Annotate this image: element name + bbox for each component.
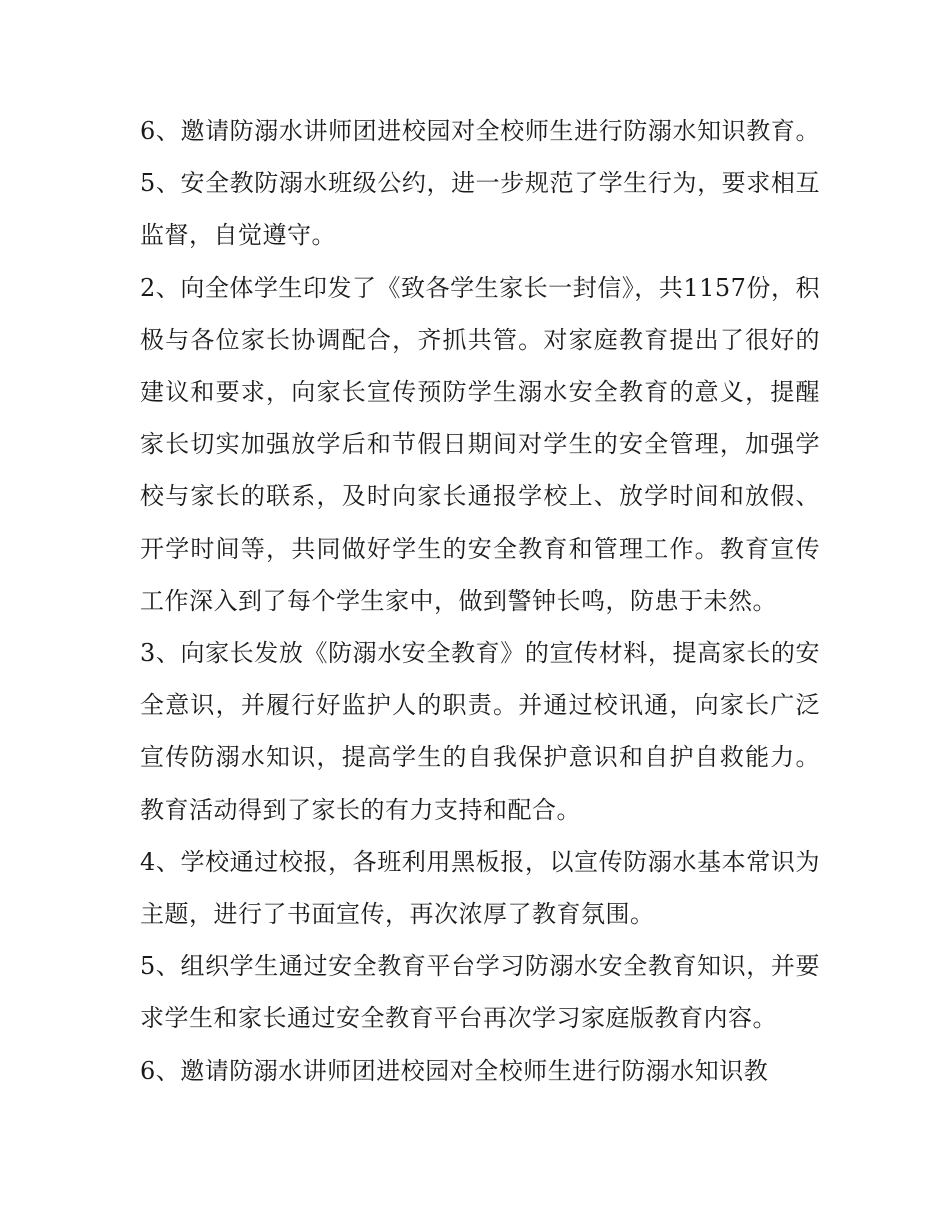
paragraph-2: 2、向全体学生印发了《致各学生家长一封信》，共1157份，积极与各位家长协调配合，齐抓共管。对家庭教育提出了很好的建议和要求，向家长宣传预防学生溺水安全教育的意义，提醒家长切实加强放学后和节假日期间对学生的安全管理，加强学校与家长的联系，及时向家长通报学校上、放学时间和放假、开学时间等，共同做好学生的安全教育和管理工作。教育宣传工作深入到了每个学生家中，做到警钟长鸣，防患于未然。 [140, 273, 820, 615]
paragraph-5: 5、组织学生通过安全教育平台学习防溺水安全教育知识，并要求学生和家长通过安全教育平台再次学习家庭版教育内容。 [140, 952, 820, 1033]
paragraph-6: 6、邀请防溺水讲师团进校园对全校师生进行防溺水知识教 [140, 1056, 769, 1085]
paragraph-1: 6、邀请防溺水讲师团进校园对全校师生进行防溺水知识教育。 5、安全教防溺水班级公约，进一步规范了学生行为，要求相互监督，自觉遵守。 [140, 117, 820, 250]
paragraph-4: 4、学校通过校报，各班利用黑板报，以宣传防溺水基本常识为主题，进行了书面宣传，再次浓厚了教育氛围。 [140, 847, 820, 929]
paragraph-3: 3、向家长发放《防溺水安全教育》的宣传材料，提高家长的安全意识，并履行好监护人的职责。并通过校讯通，向家长广泛宣传防溺水知识，提高学生的自我保护意识和自护自救能力。教育活动得到了家长的有力支持和配合。 [140, 639, 820, 824]
document-body [140, 105, 820, 1097]
